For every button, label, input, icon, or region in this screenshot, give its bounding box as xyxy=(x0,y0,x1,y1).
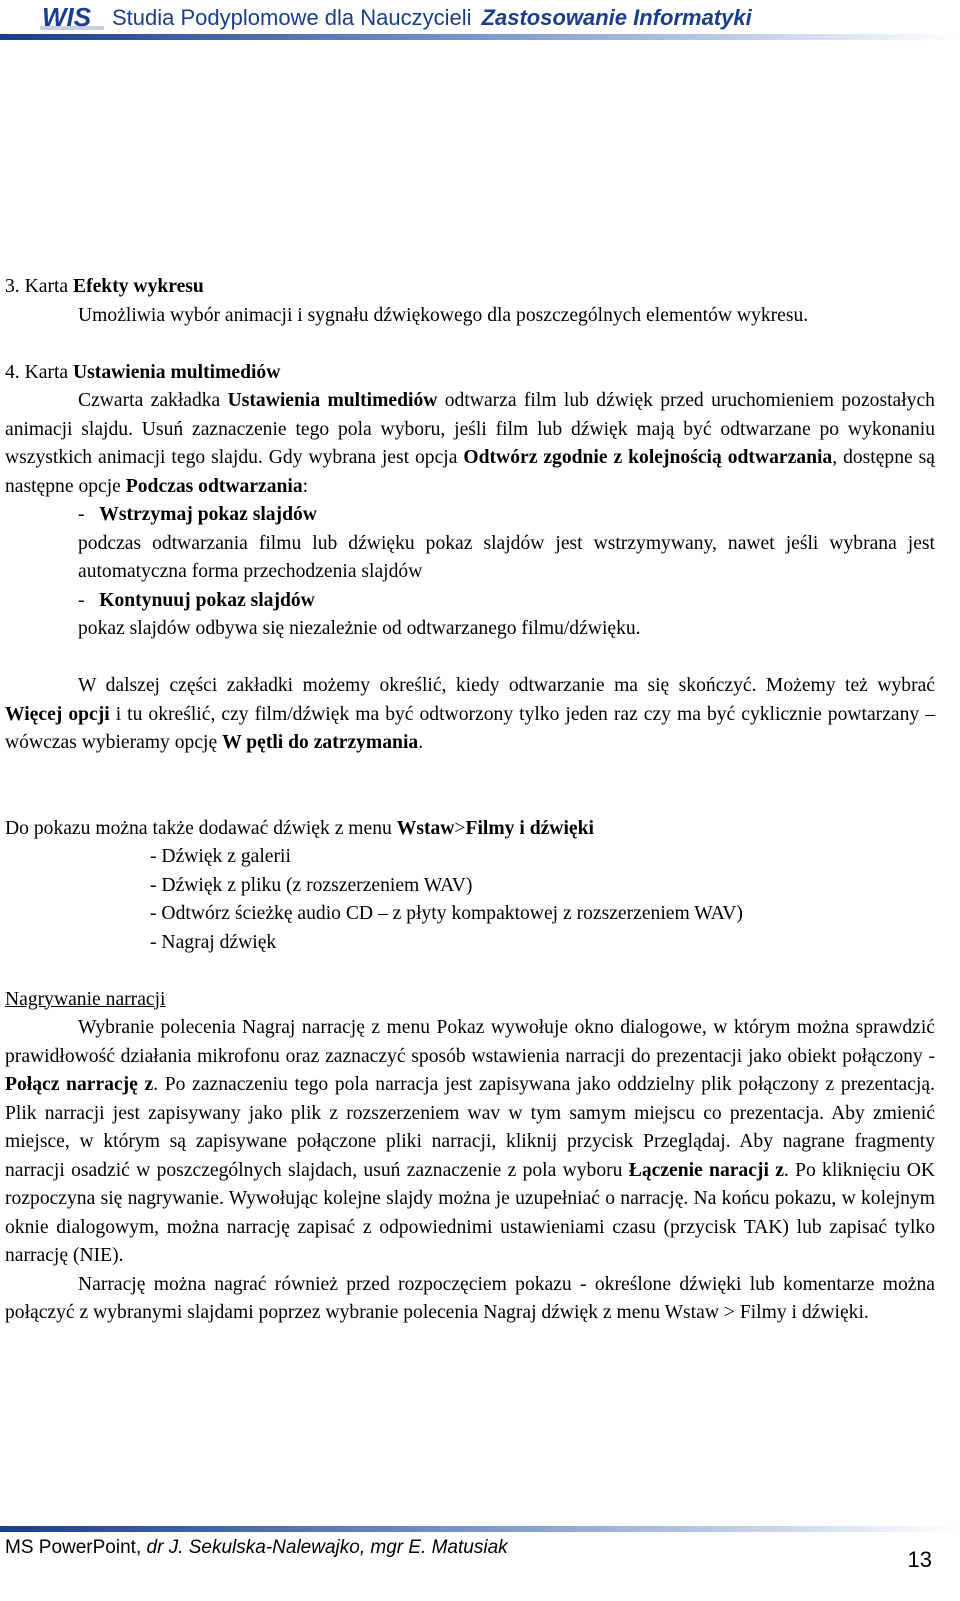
insert-sound-intro: Do pokazu można także dodawać dźwięk z menu Wstaw>Filmy i dźwięki xyxy=(5,817,594,839)
section-4-heading: 4. Karta Ustawienia multimediów xyxy=(5,361,281,383)
section-4-paragraph-2: W dalszej części zakładki możemy określić, kiedy odtwarzanie ma się skończyć. Możemy też wybrać Więcej opcji i tu określić, czy film/dźwięk ma być odtworzony tylko jeden raz czy ma być cyklicznie powtarzany – wówczas wybieramy opcję W pętli do zatrzymania. xyxy=(5,675,935,753)
section-3-title: Efekty wykresu xyxy=(73,276,204,297)
document-body xyxy=(5,273,935,1328)
header-title-line xyxy=(112,4,752,32)
header-title: Studia Podyplomowe dla Nauczycieli xyxy=(112,5,472,30)
header-subtitle: Zastosowanie Informatyki xyxy=(481,5,752,30)
option-1-title-line: - Wstrzymaj pokaz slajdów xyxy=(78,504,317,525)
narration-paragraph-2: Narrację można nagrać również przed rozpoczęciem pokazu - określone dźwięki lub komentarze można połączyć z wybranymi slajdami poprzez wybranie polecenia Nagraj dźwięk z menu Wstaw > Filmy i dźwięki. xyxy=(5,1273,935,1323)
header-rule xyxy=(0,34,960,40)
list-item: - Dźwięk z galerii xyxy=(150,846,291,867)
option-2-description: pokaz slajdów odbywa się niezależnie od odtwarzanego filmu/dźwięku. xyxy=(78,618,641,639)
footer-course: MS PowerPoint, xyxy=(5,1537,142,1558)
section-4-paragraph-1: Czwarta zakładka Ustawienia multimediów odtwarza film lub dźwięk przed uruchomieniem pozostałych animacji slajdu. Usuń zaznaczenie tego pola wyboru, jeśli film lub dźwięk mają być odtwarzane po wykonaniu wszystkich animacji tego slajdu. Gdy wybrana jest opcja Odtwórz zgodnie z kolejnością odtwarzania, dostępne są następne opcje Podczas odtwarzania: xyxy=(5,390,935,497)
logo-text: WIS xyxy=(42,4,92,30)
footer-text xyxy=(5,1536,508,1560)
narration-heading: Nagrywanie narracji xyxy=(5,988,166,1010)
page-number: 13 xyxy=(907,1547,932,1572)
page-header xyxy=(0,0,960,44)
list-item: - Nagraj dźwięk xyxy=(150,931,277,953)
footer-authors: dr J. Sekulska-Nalewajko, mgr E. Matusiak xyxy=(146,1537,508,1558)
footer-rule xyxy=(0,1526,960,1532)
option-1-description: podczas odtwarzania filmu lub dźwięku pokaz slajdów jest wstrzymywany, nawet jeśli wybrana jest automatyczna forma przechodzenia slajdów xyxy=(78,532,935,582)
narration-paragraph-1: Wybranie polecenia Nagraj narrację z menu Pokaz wywołuje okno dialogowe, w którym można sprawdzić prawidłowość działania mikrofonu oraz zaznaczyć sposób wstawienia narracji do prezentacji jako obiekt połączony - Połącz narrację z. Po zaznaczeniu tego pola narracja jest zapisywana jako oddzielny plik połączony z prezentacją. Plik narracji jest zapisywany jako plik z rozszerzeniem wav w tym samym miejscu co prezentacja. Aby zmienić miejsce, w którym są zapisywane połączone pliki narracji, kliknij przycisk Przeglądaj. Aby nagrane fragmenty narracji osadzić w poszczególnych slajdach, usuń zaznaczenie z pola wyboru Łączenie naracji z. Po kliknięciu OK rozpoczyna się nagrywanie. Wywołując kolejne slajdy można je uzupełniać o narrację. Na końcu pokazu, w kolejnym oknie dialogowym, można narrację zapisać z odpowiednimi ustawieniami czasu (przycisk TAK) lub zapisać tylko narrację (NIE). xyxy=(5,1017,936,1266)
option-1-title: Wstrzymaj pokaz slajdów xyxy=(99,504,317,525)
wis-logo-icon xyxy=(40,4,104,30)
list-item: - Odtwórz ścieżkę audio CD – z płyty kompaktowej z rozszerzeniem WAV) xyxy=(150,903,743,924)
section-3-heading: 3. Karta Efekty wykresu xyxy=(5,276,204,297)
option-2-title-line: - Kontynuuj pokaz slajdów xyxy=(78,589,315,611)
option-2-title: Kontynuuj pokaz slajdów xyxy=(99,589,315,611)
section-3-text: Umożliwia wybór animacji i sygnału dźwiękowego dla poszczególnych elementów wykresu. xyxy=(78,304,809,326)
list-item: - Dźwięk z pliku (z rozszerzeniem WAV) xyxy=(150,874,473,896)
section-4-title: Ustawienia multimediów xyxy=(73,361,281,383)
